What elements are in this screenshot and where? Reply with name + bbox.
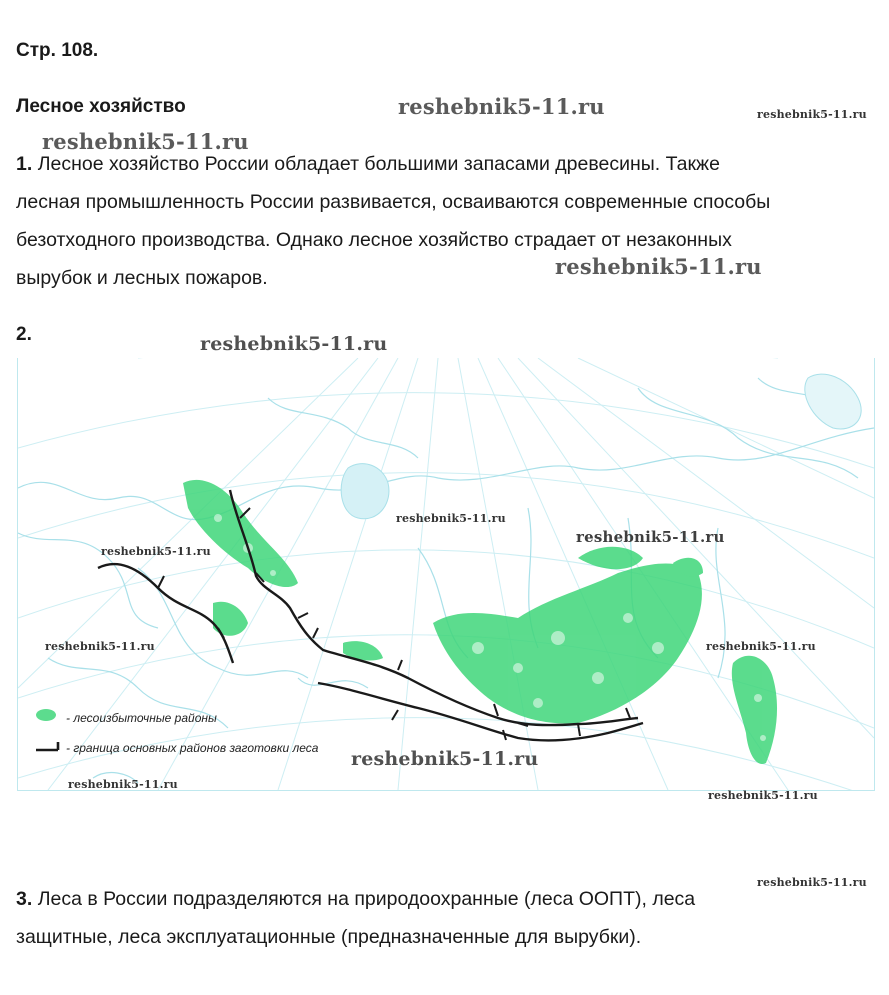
watermark: reshebnik5-11.ru <box>200 333 388 355</box>
answer-number: 3. <box>16 888 33 910</box>
lake-icon <box>341 464 389 519</box>
legend-forest-label: - лесоизбыточные районы <box>66 711 217 725</box>
page-number: Стр. 108. <box>16 40 99 61</box>
watermark: reshebnik5-11.ru <box>398 94 605 119</box>
answer-line: лесная промышленность России развивается, осваиваются современные способы <box>16 191 771 213</box>
watermark: reshebnik5-11.ru <box>351 748 539 770</box>
watermark: reshebnik5-11.ru <box>42 129 249 154</box>
answer-number: 1. <box>16 153 33 175</box>
watermark: reshebnik5-11.ru <box>555 254 762 279</box>
watermark: reshebnik5-11.ru <box>396 512 506 525</box>
answer-number: 2. <box>16 324 32 345</box>
watermark: reshebnik5-11.ru <box>708 789 818 802</box>
answer-line: Лесное хозяйство России обладает большими запасами древесины. Также <box>37 153 720 175</box>
watermark: reshebnik5-11.ru <box>757 876 867 889</box>
watermark: reshebnik5-11.ru <box>706 640 816 653</box>
legend-border-swatch <box>36 742 58 750</box>
legend <box>36 709 58 750</box>
answer-3 <box>16 880 872 956</box>
answer-line: вырубок и лесных пожаров. <box>16 267 268 289</box>
section-title: Лесное хозяйство <box>16 96 186 117</box>
island-icon <box>805 374 861 429</box>
russia-forestry-map <box>17 358 875 791</box>
answer-line: защитные, леса эксплуатационные (предназначенные для вырубки). <box>16 926 642 948</box>
watermark: reshebnik5-11.ru <box>757 108 867 121</box>
watermark: reshebnik5-11.ru <box>576 528 725 546</box>
legend-forest-swatch <box>36 709 56 721</box>
map-graphic <box>18 358 874 790</box>
watermark: reshebnik5-11.ru <box>68 778 178 791</box>
answer-1 <box>16 145 872 297</box>
watermark: reshebnik5-11.ru <box>45 640 155 653</box>
answer-line: Леса в России подразделяются на природоохранные (леса ООПТ), леса <box>37 888 696 910</box>
answer-line: безотходного производства. Однако лесное хозяйство страдает от незаконных <box>16 229 732 251</box>
legend-border-label: - граница основных районов заготовки леса <box>66 741 319 755</box>
watermark: reshebnik5-11.ru <box>101 545 211 558</box>
